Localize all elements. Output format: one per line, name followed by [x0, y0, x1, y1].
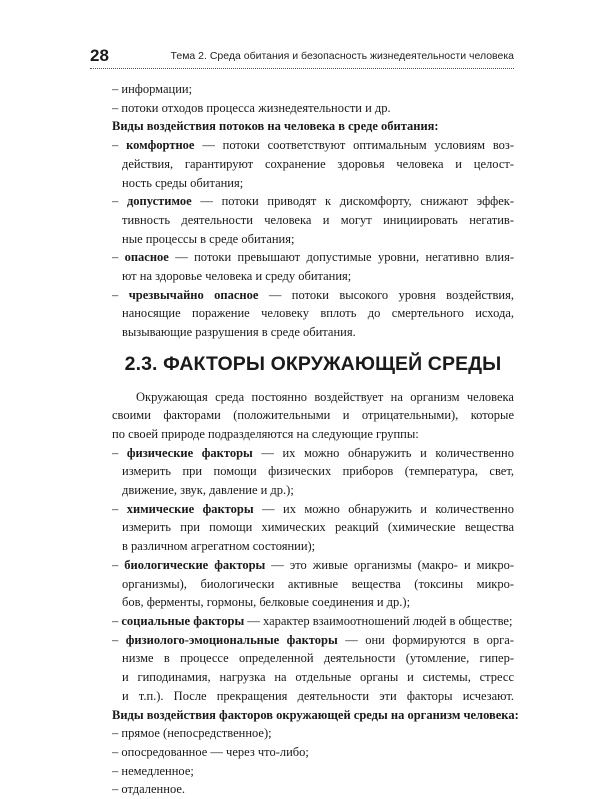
page-body — [112, 80, 519, 799]
list-item-physical: – физические факторы — их можно обнаружить и количественно — [112, 445, 514, 460]
term: допустимое — [126, 194, 192, 209]
running-head: Тема 2. Среда обитания и безопасность жизнедеятельности человека — [170, 50, 514, 62]
list-item: – прямое (непосредственное); — [112, 726, 272, 741]
paragraph-line: Окружающая среда постоянно воздействует на организм человека — [136, 389, 514, 404]
continuation: и гиподинамия, нагрузка на отдельные органы и системы, стресс — [122, 670, 514, 685]
continuation: измерить при помощи химических реакций (химические вещества — [122, 520, 514, 535]
continuation: и т.п.). После прекращения деятельности эти факторы исчезают. — [122, 688, 514, 703]
term: социальные факторы — [121, 613, 245, 628]
list-item-dangerous: – опасное — потоки превышают допустимые уровни, негативно влия- — [112, 250, 514, 265]
text: — характер взаимоотношений людей в обществе; — [244, 613, 513, 628]
term: опасное — [124, 250, 169, 265]
list-item: – немедленное; — [112, 763, 194, 778]
section-title: 2.3. ФАКТОРЫ ОКРУЖАЮЩЕЙ СРЕДЫ — [124, 352, 502, 375]
list-item-biological: – биологические факторы — это живые организмы (макро- и микро- — [112, 557, 514, 572]
subheading: Виды воздействия факторов окружающей среды на организм человека: — [112, 707, 519, 722]
continuation: ность среды обитания; — [122, 175, 244, 190]
page-number: 28 — [90, 46, 109, 65]
page-header — [90, 46, 514, 69]
continuation: наносящие поражение человеку вплоть до смертельного исхода, — [122, 306, 514, 321]
continuation: измерить при помощи физических приборов (температура, свет, — [122, 464, 514, 479]
list-item-extreme: – чрезвычайно опасное — потоки высокого уровня воздействия, — [112, 287, 514, 302]
text: — они формируются в орга- — [337, 632, 515, 647]
text: — их можно обнаружить и количественно — [253, 501, 514, 516]
list-item: – опосредованное — через что-либо; — [112, 744, 309, 759]
term: физиолого-эмоциональные факторы — [125, 632, 338, 647]
paragraph-line: по своей природе подразделяются на следующие группы: — [112, 426, 419, 441]
continuation: движение, звук, давление и др.); — [122, 483, 294, 498]
list-item: – информации; — [112, 82, 193, 96]
text: — потоки приводят к дискомфорту, снижают эффек- — [191, 194, 515, 209]
continuation: бов, ферменты, гормоны, белковые соединения и др.); — [122, 595, 411, 610]
subheading: Виды воздействия потоков на человека в среде обитания: — [112, 119, 439, 134]
continuation: ют на здоровье человека и среду обитания; — [122, 269, 352, 284]
text: — потоки превышают допустимые уровни, негативно влия- — [168, 250, 514, 265]
continuation: организмы), биологически активные вещества (токсины микро- — [122, 576, 514, 591]
term: комфортное — [126, 138, 195, 153]
list-item-social: – социальные факторы — характер взаимоотношений людей в обществе; — [112, 613, 513, 628]
text: — это живые организмы (макро- и микро- — [265, 557, 514, 572]
text: — потоки высокого уровня воздействия, — [258, 287, 514, 302]
continuation: вызывающие разрушения в среде обитания. — [122, 325, 356, 340]
continuation: в различном агрегатном состоянии); — [122, 539, 316, 554]
text: — потоки соответствуют оптимальным условиям воз- — [194, 138, 515, 153]
term: биологические факторы — [124, 557, 266, 572]
list-item: – потоки отходов процесса жизнедеятельности и др. — [112, 100, 391, 115]
continuation: действия, гарантируют сохранение здоровья человека и целост- — [122, 156, 514, 171]
paragraph-line: своими факторами (положительными и отрицательными), которые — [112, 408, 514, 423]
list-item-chemical: – химические факторы — их можно обнаружить и количественно — [112, 501, 514, 516]
continuation: тивность деятельности человека и могут инициировать негатив- — [122, 212, 514, 227]
list-item-physio-emotional: – физиолого-эмоциональные факторы — они формируются в орга- — [112, 632, 515, 647]
list-item-allowable: – допустимое — потоки приводят к дискомфорту, снижают эффек- — [112, 194, 515, 209]
text: — их можно обнаружить и количественно — [252, 445, 514, 460]
continuation: низме в процессе определенной деятельности (утомление, гипер- — [122, 651, 514, 666]
list-item: – отдаленное. — [112, 782, 186, 797]
list-item-comfort: – комфортное — потоки соответствуют оптимальным условиям воз- — [112, 138, 515, 153]
term: химические факторы — [126, 501, 254, 516]
term: физические факторы — [126, 445, 253, 460]
continuation: ные процессы в среде обитания; — [122, 231, 295, 246]
term: чрезвычайно опасное — [128, 287, 259, 302]
